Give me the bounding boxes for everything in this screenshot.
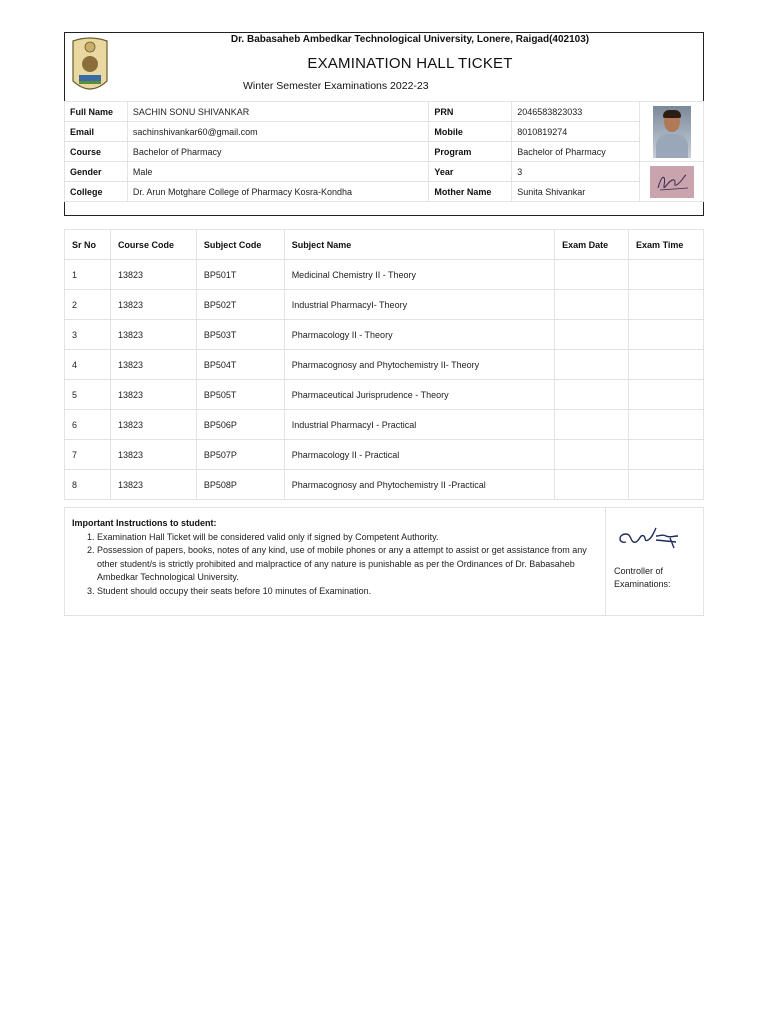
prn-value: 2046583823033 [512, 102, 640, 122]
sr-no-cell: 8 [65, 470, 111, 500]
sr-no-cell: 5 [65, 380, 111, 410]
table-row [65, 260, 704, 290]
exam-date-cell [555, 440, 629, 470]
student-photo [653, 106, 691, 158]
gender-label: Gender [65, 162, 128, 182]
exam-session: Winter Semester Examinations 2022-23 [243, 80, 429, 92]
exam-time-cell [629, 290, 704, 320]
table-row [65, 440, 704, 470]
table-row [65, 290, 704, 320]
subject-code-cell: BP501T [196, 260, 284, 290]
course-code-cell: 13823 [110, 410, 196, 440]
subject-name-cell: Pharmacology II - Theory [284, 320, 554, 350]
sr-no-cell: 3 [65, 320, 111, 350]
info-row [65, 122, 704, 142]
subject-code-cell: BP508P [196, 470, 284, 500]
college-value: Dr. Arun Motghare College of Pharmacy Kosra-Kondha [127, 182, 428, 202]
year-value: 3 [512, 162, 640, 182]
instructions-heading: Important Instructions to student: [72, 518, 217, 528]
info-row [65, 102, 704, 122]
exam-time-cell [629, 380, 704, 410]
table-row [65, 380, 704, 410]
exam-time-cell [629, 440, 704, 470]
course-code-cell: 13823 [110, 320, 196, 350]
column-header: Subject Code [196, 230, 284, 260]
university-name: Dr. Babasaheb Ambedkar Technological University, Lonere, Raigad(402103) [230, 34, 590, 45]
exam-time-cell [629, 470, 704, 500]
subject-code-cell: BP507P [196, 440, 284, 470]
exam-date-cell [555, 260, 629, 290]
full-name-value: SACHIN SONU SHIVANKAR [127, 102, 428, 122]
controller-label: Controller of Examinations: [614, 566, 671, 589]
year-label: Year [429, 162, 512, 182]
program-value: Bachelor of Pharmacy [512, 142, 640, 162]
full-name-label: Full Name [65, 102, 128, 122]
subject-name-cell: Pharmacognosy and Phytochemistry II- Theory [284, 350, 554, 380]
student-info-table [64, 101, 704, 202]
email-value: sachinshivankar60@gmail.com [127, 122, 428, 142]
subject-code-cell: BP504T [196, 350, 284, 380]
controller-signature [612, 522, 682, 556]
mother-name-label: Mother Name [429, 182, 512, 202]
student-photo-cell [640, 102, 704, 162]
sr-no-cell: 1 [65, 260, 111, 290]
exam-time-cell [629, 320, 704, 350]
instruction-item: 2. Possession of papers, books, notes of any kind, use of mobile phones or any a attempt to assist or get assistance from any other student/s is strictly prohibited and malpractice of any nature is punishable as per the Ordinances of Dr. Babasaheb Ambedkar Technological University. [97, 544, 602, 585]
sr-no-cell: 6 [65, 410, 111, 440]
subject-name-cell: Pharmacognosy and Phytochemistry II -Practical [284, 470, 554, 500]
course-table [64, 229, 704, 500]
course-code-cell: 13823 [110, 290, 196, 320]
sr-no-cell: 4 [65, 350, 111, 380]
subject-name-cell: Medicinal Chemistry II - Theory [284, 260, 554, 290]
column-header: Sr No [65, 230, 111, 260]
info-row [65, 182, 704, 202]
exam-date-cell [555, 410, 629, 440]
mother-name-value: Sunita Shivankar [512, 182, 640, 202]
column-header: Exam Time [629, 230, 704, 260]
subject-code-cell: BP502T [196, 290, 284, 320]
table-row [65, 320, 704, 350]
instruction-item: 1. Examination Hall Ticket will be considered valid only if signed by Competent Authority. [97, 531, 602, 545]
exam-date-cell [555, 350, 629, 380]
university-logo [70, 35, 110, 97]
column-header: Subject Name [284, 230, 554, 260]
exam-time-cell [629, 410, 704, 440]
column-header: Course Code [110, 230, 196, 260]
table-row [65, 350, 704, 380]
instructions-box [64, 507, 704, 616]
column-header: Exam Date [555, 230, 629, 260]
email-label: Email [65, 122, 128, 142]
course-value: Bachelor of Pharmacy [127, 142, 428, 162]
subject-name-cell: Pharmaceutical Jurisprudence - Theory [284, 380, 554, 410]
course-code-cell: 13823 [110, 350, 196, 380]
sr-no-cell: 2 [65, 290, 111, 320]
table-row [65, 470, 704, 500]
page-title: EXAMINATION HALL TICKET [307, 55, 513, 72]
student-signature [650, 166, 694, 198]
controller-signature-cell [605, 508, 705, 615]
sr-no-cell: 7 [65, 440, 111, 470]
mobile-label: Mobile [429, 122, 512, 142]
exam-time-cell [629, 260, 704, 290]
table-header-row [65, 230, 704, 260]
info-row [65, 142, 704, 162]
instructions-list [72, 531, 602, 599]
table-row [65, 410, 704, 440]
subject-name-cell: Industrial PharmacyI - Practical [284, 410, 554, 440]
exam-date-cell [555, 290, 629, 320]
instruction-item: 3. Student should occupy their seats before 10 minutes of Examination. [97, 585, 602, 599]
course-code-cell: 13823 [110, 380, 196, 410]
exam-date-cell [555, 470, 629, 500]
subject-code-cell: BP505T [196, 380, 284, 410]
exam-date-cell [555, 320, 629, 350]
course-code-cell: 13823 [110, 260, 196, 290]
prn-label: PRN [429, 102, 512, 122]
student-signature-cell [640, 162, 704, 202]
gender-value: Male [127, 162, 428, 182]
exam-time-cell [629, 350, 704, 380]
course-label: Course [65, 142, 128, 162]
instructions [72, 517, 602, 598]
course-code-cell: 13823 [110, 440, 196, 470]
subject-name-cell: Pharmacology II - Practical [284, 440, 554, 470]
subject-code-cell: BP503T [196, 320, 284, 350]
subject-name-cell: Industrial PharmacyI- Theory [284, 290, 554, 320]
info-row [65, 162, 704, 182]
college-label: College [65, 182, 128, 202]
program-label: Program [429, 142, 512, 162]
mobile-value: 8010819274 [512, 122, 640, 142]
exam-date-cell [555, 380, 629, 410]
course-code-cell: 13823 [110, 470, 196, 500]
subject-code-cell: BP506P [196, 410, 284, 440]
